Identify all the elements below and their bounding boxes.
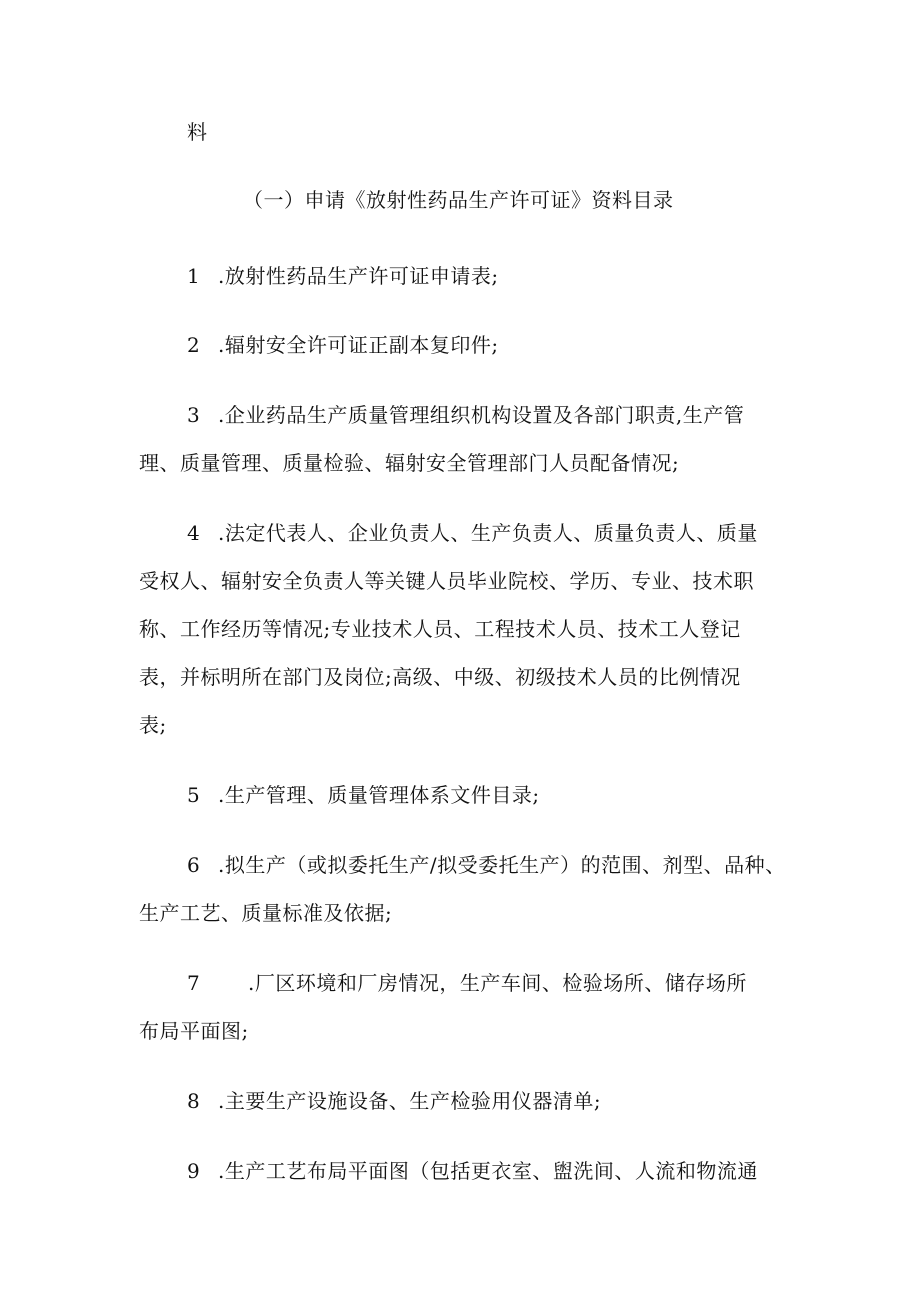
item-text: .放射性药品生产许可证申请表; [218, 264, 499, 288]
item-text-continuation: 布局平面图; [139, 1019, 249, 1043]
list-item-4 [187, 519, 758, 547]
item-text-continuation: 表，并标明所在部门及岗位;高级、中级、初级技术人员的比例情况 [139, 665, 741, 689]
list-item-3 [187, 401, 744, 429]
item-text-continuation: 称、工作经历等情况;专业技术人员、工程技术人员、技术工人登记 [139, 617, 741, 641]
item-number: 5 [187, 783, 201, 807]
item-number: 7 [187, 971, 201, 995]
item-number: 1 [187, 264, 201, 288]
item-number: 8 [187, 1089, 201, 1113]
item-text: .主要生产设施设备、生产检验用仪器清单; [218, 1089, 602, 1113]
list-item-6 [187, 851, 786, 879]
list-item-9 [187, 1157, 758, 1185]
list-item-7 [187, 969, 747, 997]
list-item-8 [187, 1087, 601, 1115]
item-number: 2 [187, 333, 201, 357]
item-text: .法定代表人、企业负责人、生产负责人、质量负责人、质量 [218, 521, 758, 545]
item-text: .拟生产（或拟委托生产/拟受委托生产）的范围、剂型、品种、 [218, 853, 786, 877]
item-number: 4 [187, 521, 201, 545]
section-heading: （一）申请《放射性药品生产许可证》资料目录 [243, 188, 674, 212]
item-number: 9 [187, 1159, 201, 1183]
list-item-1 [187, 262, 499, 290]
item-number: 6 [187, 853, 201, 877]
list-item-5 [187, 781, 540, 809]
item-text: .厂区环境和厂房情况，生产车间、检验场所、储存场所 [248, 971, 747, 995]
item-text-continuation: 表; [139, 713, 167, 737]
item-text: .辐射安全许可证正副本复印件; [218, 333, 499, 357]
item-text-continuation: 生产工艺、质量标准及依据; [139, 901, 393, 925]
continued-fragment: 料 [187, 120, 208, 144]
list-item-2 [187, 331, 499, 359]
item-text: .生产工艺布局平面图（包括更衣室、盥洗间、人流和物流通 [218, 1159, 758, 1183]
item-text: .企业药品生产质量管理组织机构设置及各部门职责,生产管 [218, 403, 745, 427]
item-text: .生产管理、质量管理体系文件目录; [218, 783, 540, 807]
item-text-continuation: 受权人、辐射安全负责人等关键人员毕业院校、学历、专业、技术职 [139, 569, 754, 593]
item-number: 3 [187, 403, 201, 427]
item-text-continuation: 理、质量管理、质量检验、辐射安全管理部门人员配备情况; [139, 451, 680, 475]
